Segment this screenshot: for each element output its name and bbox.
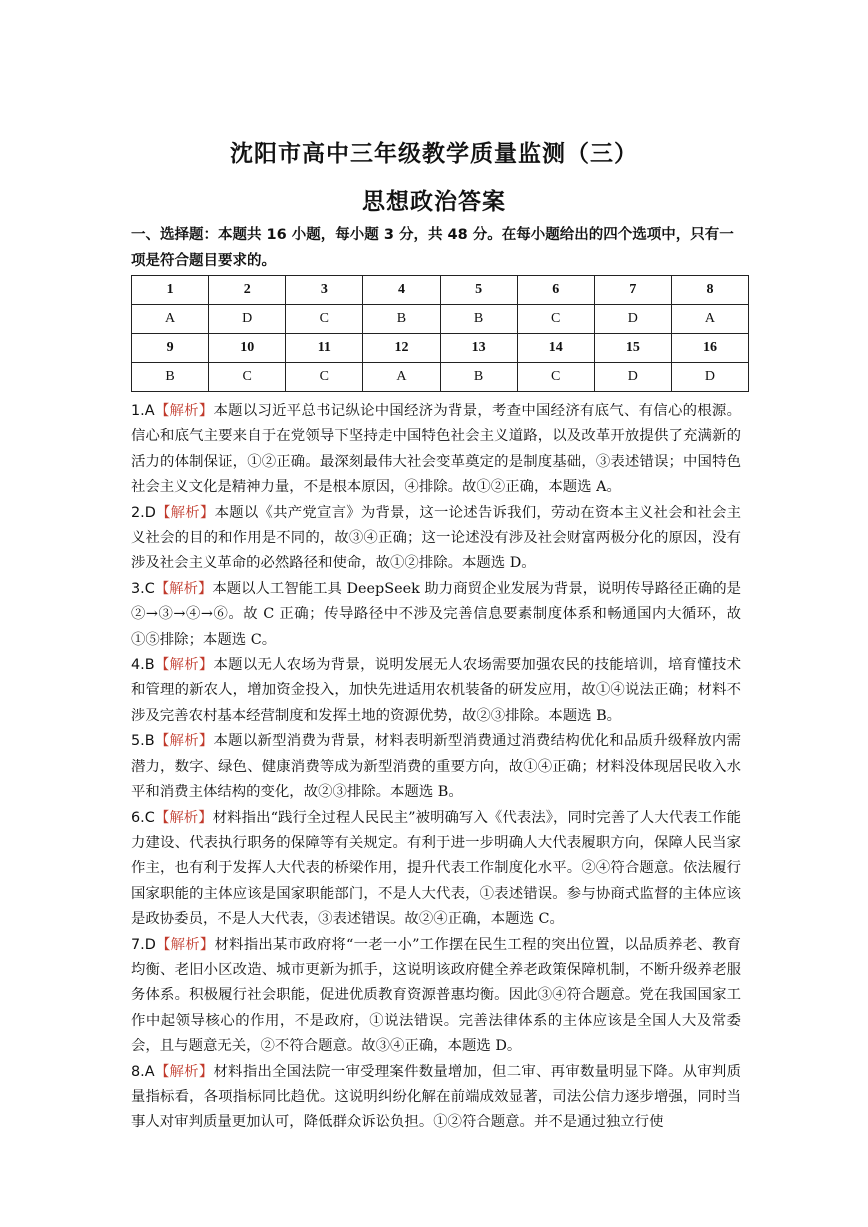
explanation-item — [131, 1060, 741, 1136]
answer-table-number-row — [132, 276, 749, 305]
answer-letter: C — [517, 305, 594, 334]
answer-letter: B — [363, 305, 440, 334]
question-number: 7 — [594, 276, 671, 305]
page-subtitle: 思想政治答案 — [362, 189, 506, 215]
page-title: 沈阳市高中三年级教学质量监测（三） — [230, 141, 638, 167]
question-number: 12 — [363, 334, 440, 363]
answer-letter: B — [440, 363, 517, 392]
explanation-number: 3.C — [131, 580, 155, 597]
answer-table — [131, 275, 749, 392]
answer-letter: D — [209, 305, 286, 334]
question-number: 16 — [671, 334, 748, 363]
explanation-text: 材料指出“践行全过程人民民主”被明确写入《代表法》，同时完善了人大代表工作能力建设、代表执行职务的保障等有关规定。有利于进一步明确人大代表履职方向，保障人民当家作主，也有利于发挥人大代表的桥梁作用，提升代表工作制度化水平。②④符合题意。依法履行国家职能的主体应该是国家职能部门，不是人大代表，①表述错误。参与协商式监督的主体应该是政协委员，不是人大代表，③表述错误。故②④正确，本题选 C。 — [131, 809, 741, 928]
question-number: 5 — [440, 276, 517, 305]
explanation-text: 材料指出全国法院一审受理案件数量增加，但二审、再审数量明显下降。从审判质量指标看，各项指标同比趋优。这说明纠纷化解在前端成效显著，司法公信力逐步增强，同时当事人对审判质量更加认可，降低群众诉讼负担。①②符合题意。并不是通过独立行使 — [131, 1063, 741, 1131]
explanation-number: 8.A — [131, 1063, 155, 1080]
question-number: 3 — [286, 276, 363, 305]
answer-table-answer-row — [132, 363, 749, 392]
answer-letter: A — [363, 363, 440, 392]
question-number: 2 — [209, 276, 286, 305]
explanation-text: 本题以人工智能工具 DeepSeek 助力商贸企业发展为背景，说明传导路径正确的是②→③→④→⑥。故 C 正确；传导路径中不涉及完善信息要素制度体系和畅通国内大循环，故①⑤排除；本题选 C。 — [131, 580, 742, 648]
answer-table-number-row — [132, 334, 749, 363]
answer-letter: A — [132, 305, 209, 334]
question-number: 8 — [671, 276, 748, 305]
answer-letter: C — [209, 363, 286, 392]
explanation-text: 本题以习近平总书记纵论中国经济为背景，考查中国经济有底气、有信心的根源。信心和底气主要来自于在党领导下坚持走中国特色社会主义道路，以及改革开放提供了充满新的活力的体制保证，①②正确。最深刻最伟大社会变革奠定的是制度基础，③表述错误；中国特色社会主义文化是精神力量，不是根本原因，④排除。故①②正确，本题选 A。 — [131, 403, 741, 496]
answer-letter: D — [594, 363, 671, 392]
answer-letter: C — [517, 363, 594, 392]
explanation-item — [131, 729, 741, 805]
answer-letter: C — [286, 305, 363, 334]
question-number: 4 — [363, 276, 440, 305]
explanation-text: 本题以无人农场为背景，说明发展无人农场需要加强农民的技能培训，培育懂技术和管理的新农人，增加资金投入，加快先进适用农机装备的研发应用，故①④说法正确；材料不涉及完善农村基本经营制度和发挥土地的资源优势，故②③排除。本题选 B。 — [131, 657, 741, 724]
explanation-item — [131, 399, 741, 501]
explanation-text: 材料指出某市政府将“一老一小”工作摆在民生工程的突出位置，以品质养老、教育均衡、老旧小区改造、城市更新为抓手，这说明该政府健全养老政策保障机制，不断升级养老服务体系。积极履行社会职能，促进优质教育资源普惠均衡。因此③④符合题意。党在我国国家工作中起领导核心的作用，不是政府，①说法错误。完善法律体系的主体应该是全国人大及常委会，且与题意无关，②不符合题意。故③④正确，本题选 D。 — [131, 936, 741, 1055]
question-number: 14 — [517, 334, 594, 363]
analysis-tag: 【解析】 — [154, 1063, 214, 1080]
section-heading: 一、选择题：本题共 16 小题，每小题 3 分，共 48 分。在每小题给出的四个选项中，只有一项是符合题目要求的。 — [131, 227, 734, 269]
explanation-text: 本题以新型消费为背景，材料表明新型消费通过消费结构优化和品质升级释放内需潜力，数字、绿色、健康消费等成为新型消费的重要方向，故①④正确；材料没体现居民收入水平和消费主体结构的变化，故②③排除。本题选 B。 — [131, 733, 741, 801]
explanation-number: 2.D — [131, 504, 156, 521]
analysis-tag: 【解析】 — [154, 580, 213, 597]
analysis-tag: 【解析】 — [154, 733, 214, 750]
question-number: 1 — [132, 276, 209, 305]
explanation-number: 7.D — [131, 936, 156, 953]
answer-letter: C — [286, 363, 363, 392]
answer-letter: D — [671, 363, 748, 392]
explanation-text: 本题以《共产党宣言》为背景，这一论述告诉我们，劳动在资本主义社会和社会主义社会的目的和作用是不同的，故③④正确；这一论述没有涉及社会财富两极分化的原因，没有涉及社会主义革命的必然路径和使命，故①②排除。本题选 D。 — [131, 504, 741, 572]
question-number: 6 — [517, 276, 594, 305]
explanation-item — [131, 577, 741, 653]
analysis-tag: 【解析】 — [154, 403, 214, 419]
explanations-list — [131, 399, 741, 1136]
explanation-number: 4.B — [131, 657, 155, 674]
explanation-item — [131, 806, 741, 933]
answer-letter: D — [594, 305, 671, 334]
analysis-tag: 【解析】 — [155, 936, 215, 953]
explanation-number: 5.B — [131, 733, 155, 750]
explanation-item — [131, 653, 741, 729]
answer-letter: B — [440, 305, 517, 334]
question-number: 9 — [132, 334, 209, 363]
question-number: 15 — [594, 334, 671, 363]
answer-letter: B — [132, 363, 209, 392]
explanation-item — [131, 933, 741, 1060]
explanation-item — [131, 501, 741, 577]
answer-table-answer-row — [132, 305, 749, 334]
explanation-number: 6.C — [131, 809, 155, 826]
analysis-tag: 【解析】 — [154, 809, 213, 826]
question-number: 10 — [209, 334, 286, 363]
explanation-number: 1.A — [131, 403, 155, 419]
answer-letter: A — [671, 305, 748, 334]
analysis-tag: 【解析】 — [155, 504, 215, 521]
analysis-tag: 【解析】 — [154, 657, 214, 674]
question-number: 13 — [440, 334, 517, 363]
question-number: 11 — [286, 334, 363, 363]
